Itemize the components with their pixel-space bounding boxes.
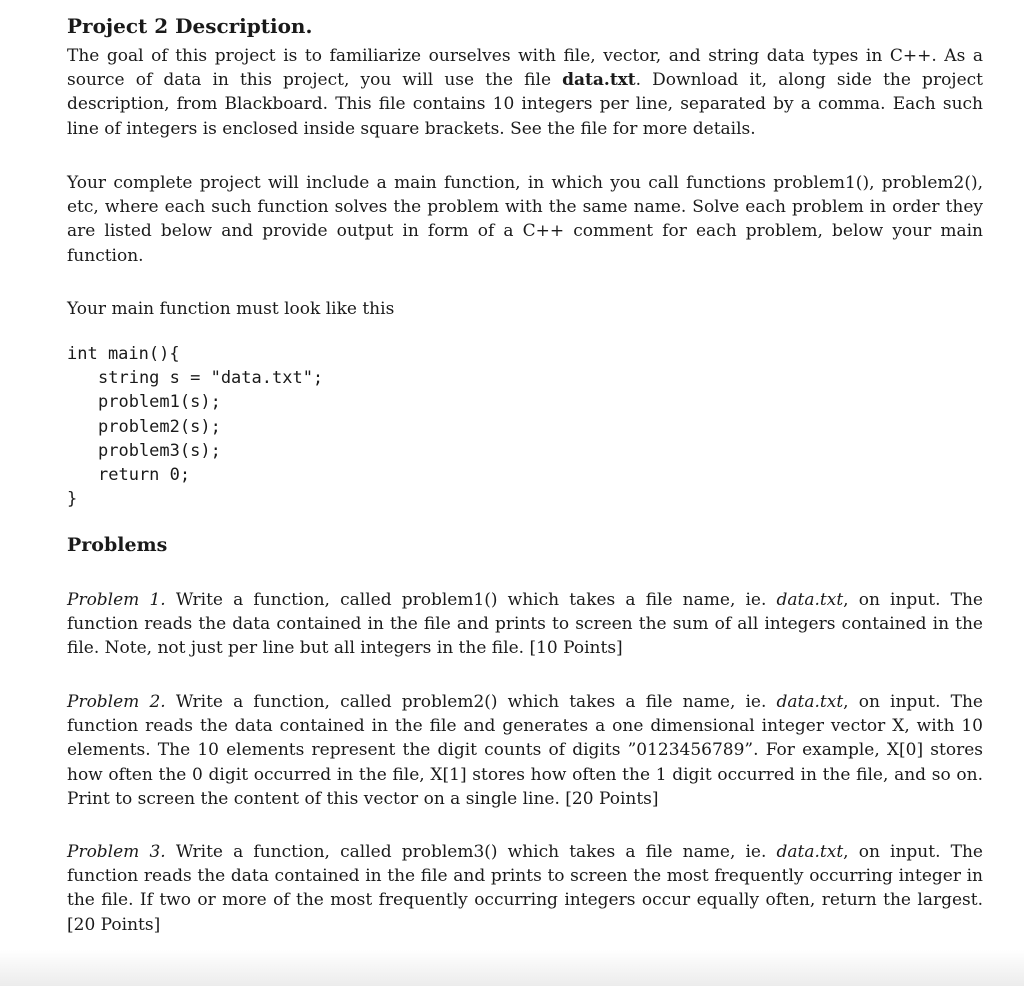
problem-1-label: Problem 1. [67, 590, 166, 610]
code-block [67, 342, 983, 511]
intro-paragraph-3: Your main function must look like this [67, 299, 395, 319]
problem-3-text-b: , on input. The function reads the data contained in the file and prints to screen the most frequently occurring integer in the file. If two or more of the most frequently occurring integers occur equally often, return the largest. [20 Points] [67, 842, 983, 935]
intro-paragraph-1 [67, 44, 983, 141]
data-file-name: data.txt [562, 70, 636, 91]
problem-3 [67, 840, 983, 937]
problem-3-text-a: Write a function, called problem3() which takes a file name, ie. [165, 842, 777, 862]
bottom-edge-shadow [0, 950, 1024, 986]
intro-paragraph-2: Your complete project will include a main function, in which you call functions problem1(), problem2(), etc, where each such function solves the problem with the same name. Solve each problem in order they are listed below and provide output in form of a C++ comment for each problem, below your main function. [67, 173, 983, 266]
problem-1 [67, 588, 983, 661]
problem-2-file: data.txt [776, 692, 844, 712]
code-line-6: return 0; [98, 465, 191, 486]
code-line-5: problem3(s); [98, 440, 221, 461]
code-line-3: problem1(s); [98, 392, 221, 413]
code-line-1: int main(){ [67, 344, 180, 364]
intro-text-b: . Download it, along side the project description, from Blackboard. This file contains 10 integers per line, separated by a comma. Each such line of integers is enclosed inside square brackets. See the file for more details. [67, 70, 983, 139]
problem-2-label: Problem 2. [67, 692, 166, 712]
code-line-2: string s = "data.txt"; [98, 368, 324, 389]
intro-text-a: The goal of this project is to familiarize ourselves with file, vector, and string data types in C++. As a source of data in this project, you will use the file [67, 46, 983, 91]
problems-heading: Problems [67, 534, 168, 556]
problem-2-text-b: , on input. The function reads the data contained in the file and generates a one dimensional integer vector X, with 10 elements. The 10 elements represent the digit counts of digits ”0123456789”. For example, X[0] stores how often the 0 digit occurred in the file, X[1] stores how often the 1 digit occurred in the file, and so on. Print to screen the content of this vector on a single line. [20 Points] [67, 692, 983, 809]
problem-3-label: Problem 3. [67, 842, 166, 862]
problem-3-file: data.txt [776, 842, 844, 862]
problem-2 [67, 690, 983, 811]
page-title: Project 2 Description. [67, 14, 313, 38]
code-line-7: } [67, 489, 78, 510]
code-line-4: problem2(s); [98, 416, 221, 437]
problem-1-text-b: , on input. The function reads the data contained in the file and prints to screen the sum of all integers contained in the file. Note, not just per line but all integers in the file. [10 Points] [67, 590, 983, 659]
problem-1-file: data.txt [776, 590, 844, 610]
problem-2-text-a: Write a function, called problem2() which takes a file name, ie. [165, 692, 777, 712]
problem-1-text-a: Write a function, called problem1() which takes a file name, ie. [165, 590, 777, 610]
